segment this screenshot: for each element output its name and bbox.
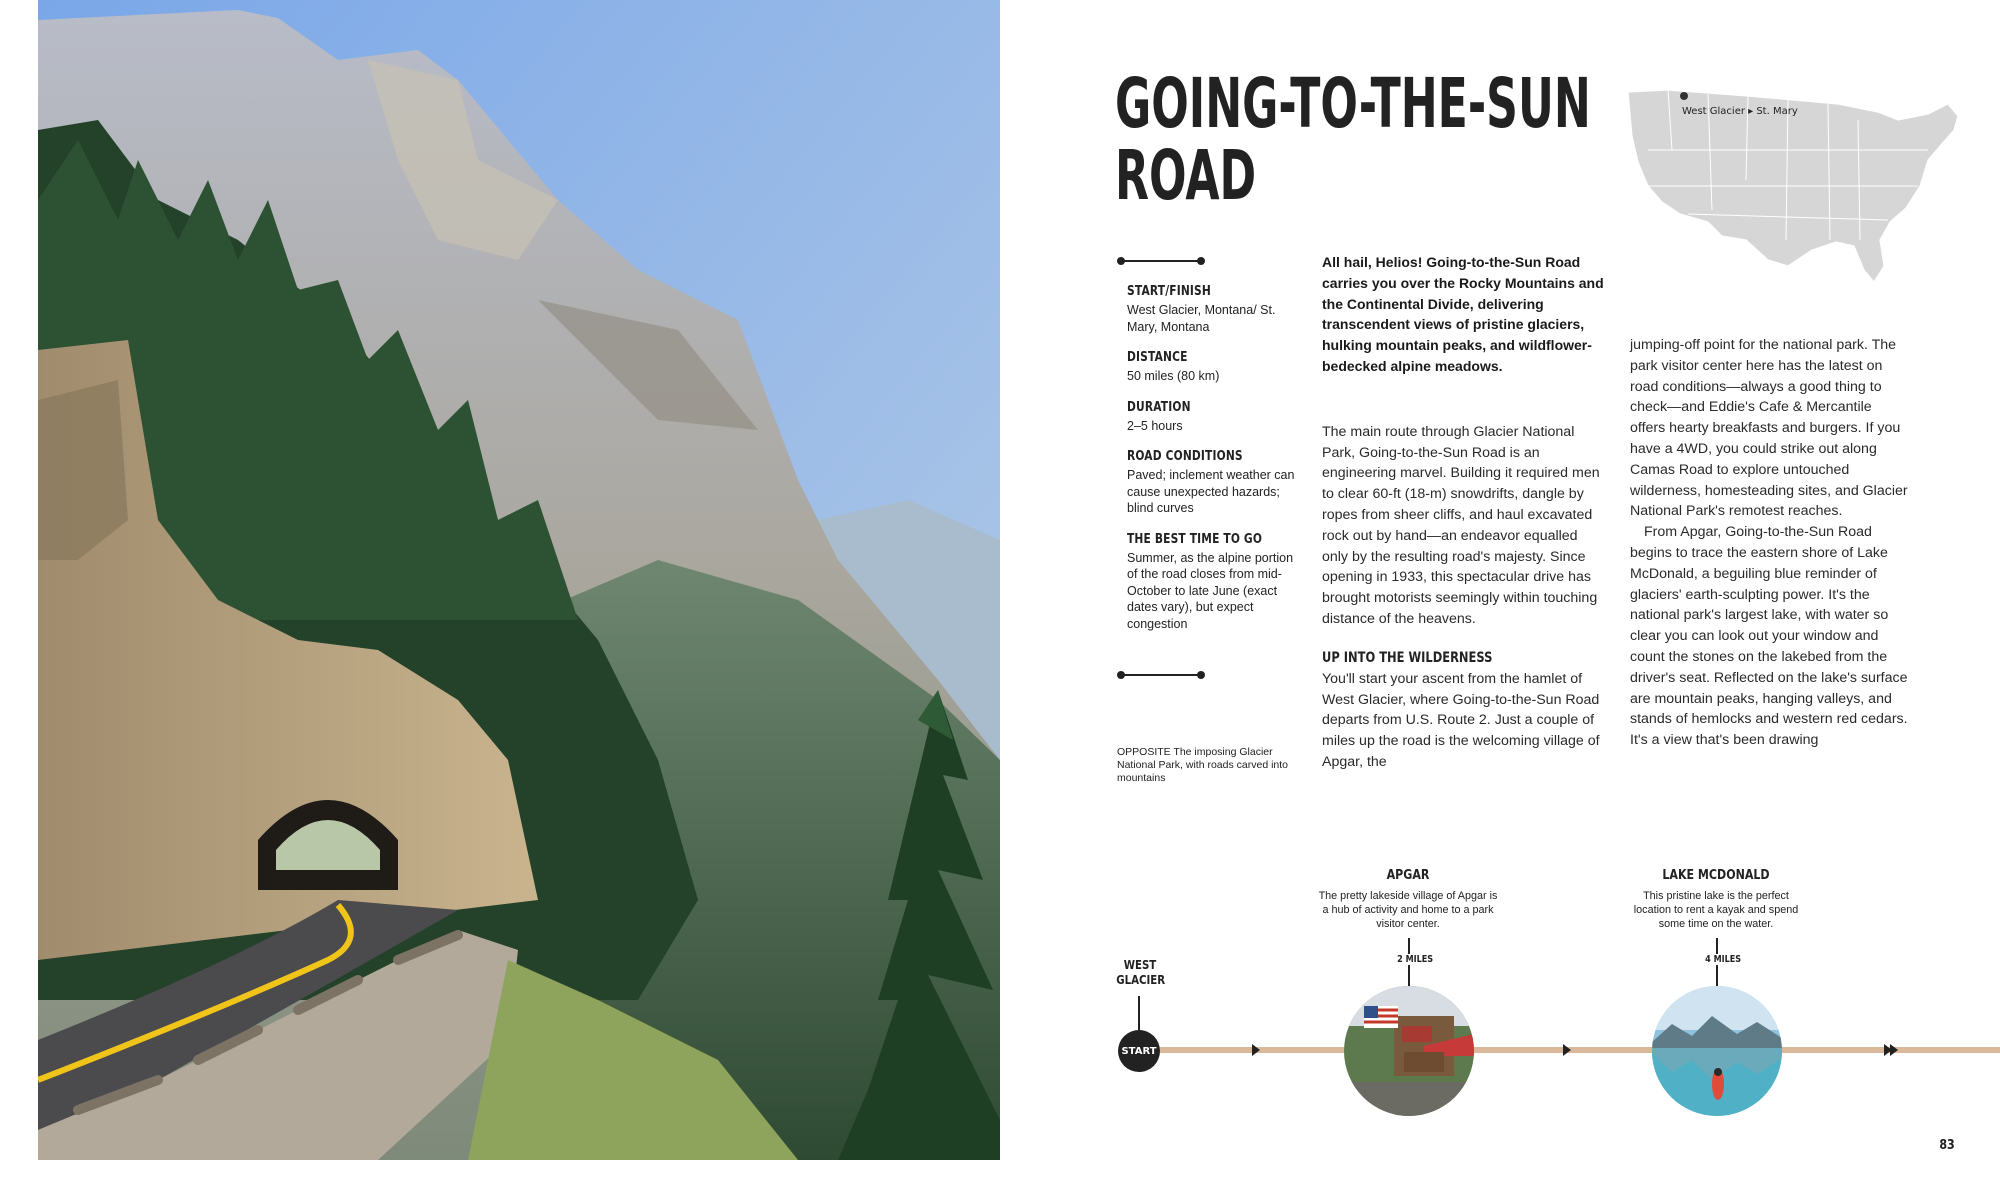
route-arrow-icon xyxy=(1890,1044,1898,1056)
fact-value: West Glacier, Montana/ St. Mary, Montana xyxy=(1127,303,1276,334)
map-route-label: West Glacier ▸ St. Mary xyxy=(1682,106,1798,117)
facts-rule-bottom xyxy=(1120,674,1202,676)
fact-distance xyxy=(1127,350,1297,385)
facts-rule-top xyxy=(1120,260,1202,262)
fact-label: ROAD CONDITIONS xyxy=(1127,449,1243,464)
start-location-label: WEST GLACIER xyxy=(1116,958,1166,987)
fact-label: DISTANCE xyxy=(1127,350,1188,365)
usa-locator-map xyxy=(1628,90,1964,286)
trip-facts xyxy=(1127,284,1297,647)
intro-paragraph: All hail, Helios! Going-to-the-Sun Road carries you over the Rocky Mountains and the Continental Divide, delivering transcendent views of pristine glaciers, hulking mountain peaks, and wildflower-bedecked alpine meadows. xyxy=(1322,254,1604,374)
fact-value: 50 miles (80 km) xyxy=(1127,369,1220,383)
fact-label: START/FINISH xyxy=(1127,284,1211,299)
section-subhead: UP INTO THE WILDERNESS xyxy=(1322,649,1493,666)
route-line xyxy=(1160,1047,2000,1053)
photo-caption: OPPOSITE The imposing Glacier National Park, with roads carved into mountains xyxy=(1117,746,1288,784)
stop-description: The pretty lakeside village of Apgar is a hub of activity and home to a park visitor center. xyxy=(1318,890,1498,930)
route-stop-lake-mcdonald xyxy=(1626,868,1806,931)
route-arrow-icon xyxy=(1252,1044,1260,1056)
start-stem xyxy=(1138,996,1140,1030)
text-column-2 xyxy=(1630,335,1910,751)
stop-description: This pristine lake is the perfect location to rent a kayak and spend some time on the water. xyxy=(1633,890,1799,930)
body-paragraph: The main route through Glacier National Park, Going-to-the-Sun Road is an engineering marvel. Building it required men to clear 60-ft (18-m) snowdrifts, dangle by ropes from sheer cliffs, and haul excavated rock out by hand—an endeavor equalled only by the resulting road's majesty. Since opening in 1933, this spectacular drive has brought motorists seemingly within touching distance of the heavens. xyxy=(1322,423,1600,627)
title-line-1: GOING-TO-THE-SUN xyxy=(1115,64,1591,144)
page-number: 83 xyxy=(1939,1138,1955,1153)
stop-miles: 2 MILES xyxy=(1397,954,1434,965)
stop-miles: 4 MILES xyxy=(1705,954,1742,965)
stop-name: APGAR xyxy=(1386,868,1430,883)
body-paragraph: jumping-off point for the national park. The park visitor center here has the latest on road conditions—always a good thing to check—and Eddie's Cafe & Mercantile offers hearty breakfasts and burgers. If you have a 4WD, you could strike out along Camas Road to explore untouched wilderness, homesteading sites, and Glacier National Park's remotest reaches. xyxy=(1630,337,1908,520)
stop-name: LAKE MCDONALD xyxy=(1662,868,1770,883)
body-paragraph: From Apgar, Going-to-the-Sun Road begins to trace the eastern shore of Lake McDonald, a beguiling blue reminder of glaciers' earth-sculpting power. It's the national park's largest lake, with water so clear you can look out your window and count the stones on the lakebed from the driver's seat. Reflected on the lake's surface are mountain peaks, hanging valleys, and stands of hemlocks and western red cedars. It's a view that's been drawing xyxy=(1630,524,1908,749)
fact-value: Summer, as the alpine portion of the road closes from mid-October to late June (exact dates vary), but expect congestion xyxy=(1127,550,1294,631)
body-paragraph: You'll start your ascent from the hamlet of West Glacier, where Going-to-the-Sun Road departs from U.S. Route 2. Just a couple of miles up the road is the welcoming village of Apgar, the xyxy=(1322,670,1600,770)
start-badge: START xyxy=(1118,1030,1160,1072)
mountain-road-photo xyxy=(38,0,1000,1160)
title-line-2: ROAD xyxy=(1115,136,1257,216)
fact-road-conditions xyxy=(1127,449,1297,517)
fact-value: 2–5 hours xyxy=(1127,418,1183,433)
route-arrow-icon xyxy=(1563,1044,1571,1056)
route-stop-apgar xyxy=(1318,868,1498,931)
lake-kayak-photo xyxy=(1652,986,1782,1116)
page-title xyxy=(1115,64,1591,216)
fact-label: THE BEST TIME TO GO xyxy=(1127,531,1263,547)
fact-duration xyxy=(1127,400,1297,435)
fact-start-finish xyxy=(1127,284,1297,335)
text-column-1 xyxy=(1322,252,1604,773)
fact-value: Paved; inclement weather can cause unexpected hazards; blind curves xyxy=(1127,468,1295,515)
apgar-village-photo xyxy=(1344,986,1474,1116)
fact-label: DURATION xyxy=(1127,399,1191,415)
fact-best-time xyxy=(1127,532,1297,633)
